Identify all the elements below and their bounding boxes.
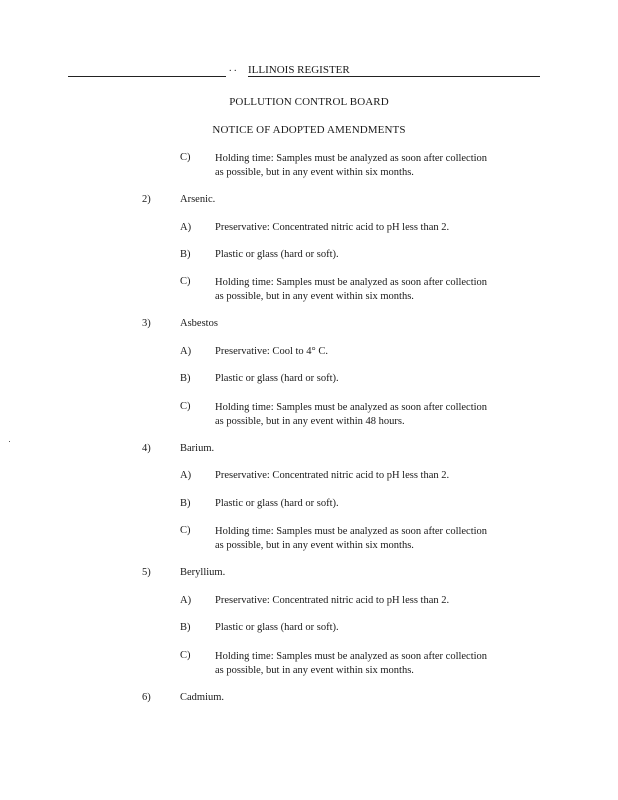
section-name: Beryllium. xyxy=(180,567,226,578)
section-name: Arsenic. xyxy=(180,194,216,205)
item-text-line2: as possible, but in any event within six months. xyxy=(215,540,414,551)
item-label: A) xyxy=(180,222,192,233)
item-text-line1: Holding time: Samples must be analyzed as soon after collection xyxy=(215,153,488,164)
item-label: B) xyxy=(180,373,191,384)
item-text: Plastic or glass (hard or soft). xyxy=(215,373,339,384)
item-label: C) xyxy=(180,276,191,287)
item-label: B) xyxy=(180,249,191,260)
item-text-line1: Holding time: Samples must be analyzed as soon after collection xyxy=(215,526,488,537)
section-number: 4) xyxy=(142,443,151,454)
item-text-line1: Holding time: Samples must be analyzed as soon after collection xyxy=(215,277,488,288)
item-text-line1: Holding time: Samples must be analyzed as soon after collection xyxy=(215,651,488,662)
register-title: ILLINOIS REGISTER xyxy=(248,64,350,76)
item-text: Preservative: Cool to 4° C. xyxy=(215,346,328,357)
item-text-line1: Holding time: Samples must be analyzed as soon after collection xyxy=(215,402,488,413)
item-label: B) xyxy=(180,498,191,509)
item-text: Plastic or glass (hard or soft). xyxy=(215,498,339,509)
section-number: 3) xyxy=(142,318,151,329)
item-label: C) xyxy=(180,401,191,412)
header-rule-right xyxy=(248,76,540,77)
item-label: C) xyxy=(180,525,191,536)
section-name: Barium. xyxy=(180,443,215,454)
item-text-line2: as possible, but in any event within six months. xyxy=(215,291,414,302)
item-label: C) xyxy=(180,650,191,661)
item-text: Preservative: Concentrated nitric acid to pH less than 2. xyxy=(215,595,450,606)
item-label: A) xyxy=(180,595,192,606)
section-number: 5) xyxy=(142,567,151,578)
scan-speck xyxy=(9,441,10,442)
item-label: C) xyxy=(180,152,191,163)
section-name: Cadmium. xyxy=(180,692,225,703)
notice-title: NOTICE OF ADOPTED AMENDMENTS xyxy=(212,124,406,136)
header-rule-left xyxy=(68,76,226,77)
section-number: 6) xyxy=(142,692,151,703)
header-dots: . . xyxy=(229,63,237,74)
section-number: 2) xyxy=(142,194,151,205)
item-label: A) xyxy=(180,346,192,357)
item-text: Plastic or glass (hard or soft). xyxy=(215,622,339,633)
item-text-line2: as possible, but in any event within 48 hours. xyxy=(215,416,405,427)
section-name: Asbestos xyxy=(180,318,218,329)
item-text-line2: as possible, but in any event within six months. xyxy=(215,167,414,178)
item-label: A) xyxy=(180,470,192,481)
item-label: B) xyxy=(180,622,191,633)
item-text: Preservative: Concentrated nitric acid to pH less than 2. xyxy=(215,470,450,481)
item-text-line2: as possible, but in any event within six months. xyxy=(215,665,414,676)
item-text: Preservative: Concentrated nitric acid to pH less than 2. xyxy=(215,222,450,233)
item-text: Plastic or glass (hard or soft). xyxy=(215,249,339,260)
board-title: POLLUTION CONTROL BOARD xyxy=(229,96,389,108)
